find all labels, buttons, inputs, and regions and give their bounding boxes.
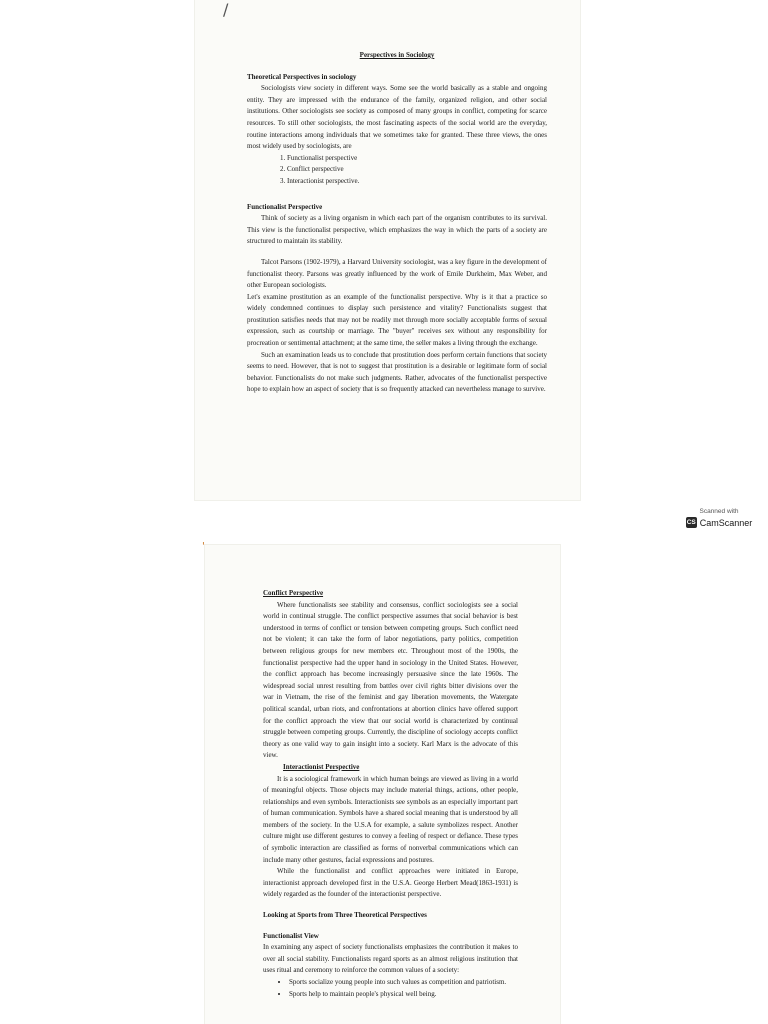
camscanner-brand-name: CamScanner <box>699 517 753 528</box>
sports-bullet: • Sports help to maintain people's physical well being. <box>289 989 518 1001</box>
intro-paragraph: Sociologists view society in different ways. Some see the world basically as a stable and ongoing entity. They are impressed with the endurance of the family, organized religion, and other social institutions. Other sociologists see society as composed of many groups in conflict, competing for scarce resources. To still other sociologists, the most fascinating aspects of the social world are the everyday, routine interactions among individuals that we sometimes take for granted. These three views, the ones most widely used by sociologists, are <box>247 84 547 151</box>
page2-content <box>263 588 518 1000</box>
sports-functionalist-paragraph: In examining any aspect of society functionalists emphasizes the contribution it makes to over all social stability. Functionalists regard sports as an almost religious institution that uses ritual and ceremony to reinforce the common values of a society: <box>263 943 518 975</box>
scanned-with-text: Scanned with <box>699 508 739 515</box>
functionalist-paragraph: Such an examination leads us to conclude that prostitution does perform certain functions that society seems to need. However, that is not to suggest that prostitution is a desirable or legitimate form of social behavior. Functionalists do not make such judgments. Rather, advocates of the functionalist perspective hope to explain how an aspect of society that is so frequently attacked can nevertheless manage to survive. <box>247 350 547 394</box>
sports-bullet-list <box>263 977 518 1000</box>
functionalist-paragraph: Talcot Parsons (1902-1979), a Harvard University sociologist, was a key figure in the development of functionalist theory. Parsons was greatly influenced by the work of Emile Durkheim, Max Weber, and other European sociologists. <box>247 257 547 290</box>
functionalist-heading: Functionalist Perspective <box>247 202 323 211</box>
sports-bullet: • Sports socialize young people into such values as competition and patriotism. <box>289 977 518 989</box>
interactionist-paragraph: While the functionalist and conflict approaches were initiated in Europe, interactionist approach developed first in the U.S.A. George Herbert Mead(1863-1931) is widely regarded as the founder of the interactionist perspective. <box>263 867 518 899</box>
pen-mark: / <box>223 0 229 19</box>
perspective-item: 1. Functionalist perspective <box>287 153 547 165</box>
sports-functionalist-heading: Functionalist View <box>263 931 319 940</box>
interactionist-paragraph: It is a sociological framework in which human beings are viewed as living in a world of meaningful objects. Those objects may include material things, actions, other people, relationships and even symbols. Interactionists see symbols as an especially important part of human communication. Symbols have a shared social meaning that is understood by all members of the society. In the U.S.A for example, a salute symbolizes respect. Another culture might use different gestures to convey a feeling of respect or defiance. These types of symbolic interaction are classified as forms of nonverbal communications which can include many other gestures, facial expressions and postures. <box>263 774 518 864</box>
camscanner-brand <box>680 517 758 528</box>
camscanner-logo-icon: CS <box>686 519 696 526</box>
functionalist-paragraph: Let's examine prostitution as an example of the functionalist perspective. Why is it that a practice so widely condemned continues to display such persistence and vitality? Functionalists suggest that prostitution satisfies needs that may not be readily met through more socially acceptable forms of sexual expression, such as courtship or marriage. The "buyer" receives sex without any responsibility for procreation or sentimental attachment; at the same time, the seller makes a living through the exchange. <box>247 292 547 348</box>
conflict-paragraph: Where functionalists see stability and consensus, conflict sociologists see a social world in continual struggle. The conflict perspective assumes that social behavior is best understood in terms of conflict or tension between competing groups. Such conflict need not be violent; it can take the form of labor negotiations, party politics, competition between religious groups for new members etc. Throughout most of the 1900s, the functionalist perspective had the upper hand in sociology in the United States. However, the conflict approach has become increasingly persuasive since the late 1960s. The widespread social unrest resulting from battles over civil rights bitter divisions over the war in Vietnam, the rise of the feminist and gay liberation movements, the Watergate political scandal, urban riots, and confrontations at abortion clinics have offered support for the conflict approach the view that our social world is characterized by continual struggle between competing groups. Currently, the discipline of sociology accepts conflict theory as one valid way to gain insight into a society. Karl Marx is the advocate of this view. <box>263 600 518 760</box>
sports-heading: Looking at Sports from Three Theoretical Perspectives <box>263 911 427 920</box>
document-title: Perspectives in Sociology <box>359 51 435 59</box>
interactionist-heading: Interactionist Perspective <box>283 762 360 771</box>
conflict-heading: Conflict Perspective <box>263 589 324 597</box>
scan-speck: ' <box>202 541 205 552</box>
perspective-list <box>247 153 547 188</box>
page1-content <box>247 50 547 396</box>
perspective-item: 3. Interactionist perspective. <box>287 176 547 188</box>
scanned-page-1 <box>195 0 580 500</box>
camscanner-watermark <box>680 508 758 536</box>
perspective-item: 2. Conflict perspective <box>287 164 547 176</box>
scanned-page-2 <box>202 541 560 1024</box>
intro-heading: Theoretical Perspectives in sociology <box>247 72 357 81</box>
functionalist-paragraph: Think of society as a living organism in which each part of the organism contributes to its survival. This view is the functionalist perspective, which emphasizes the way in which the parts of a society are structured to maintain its stability. <box>247 214 547 246</box>
